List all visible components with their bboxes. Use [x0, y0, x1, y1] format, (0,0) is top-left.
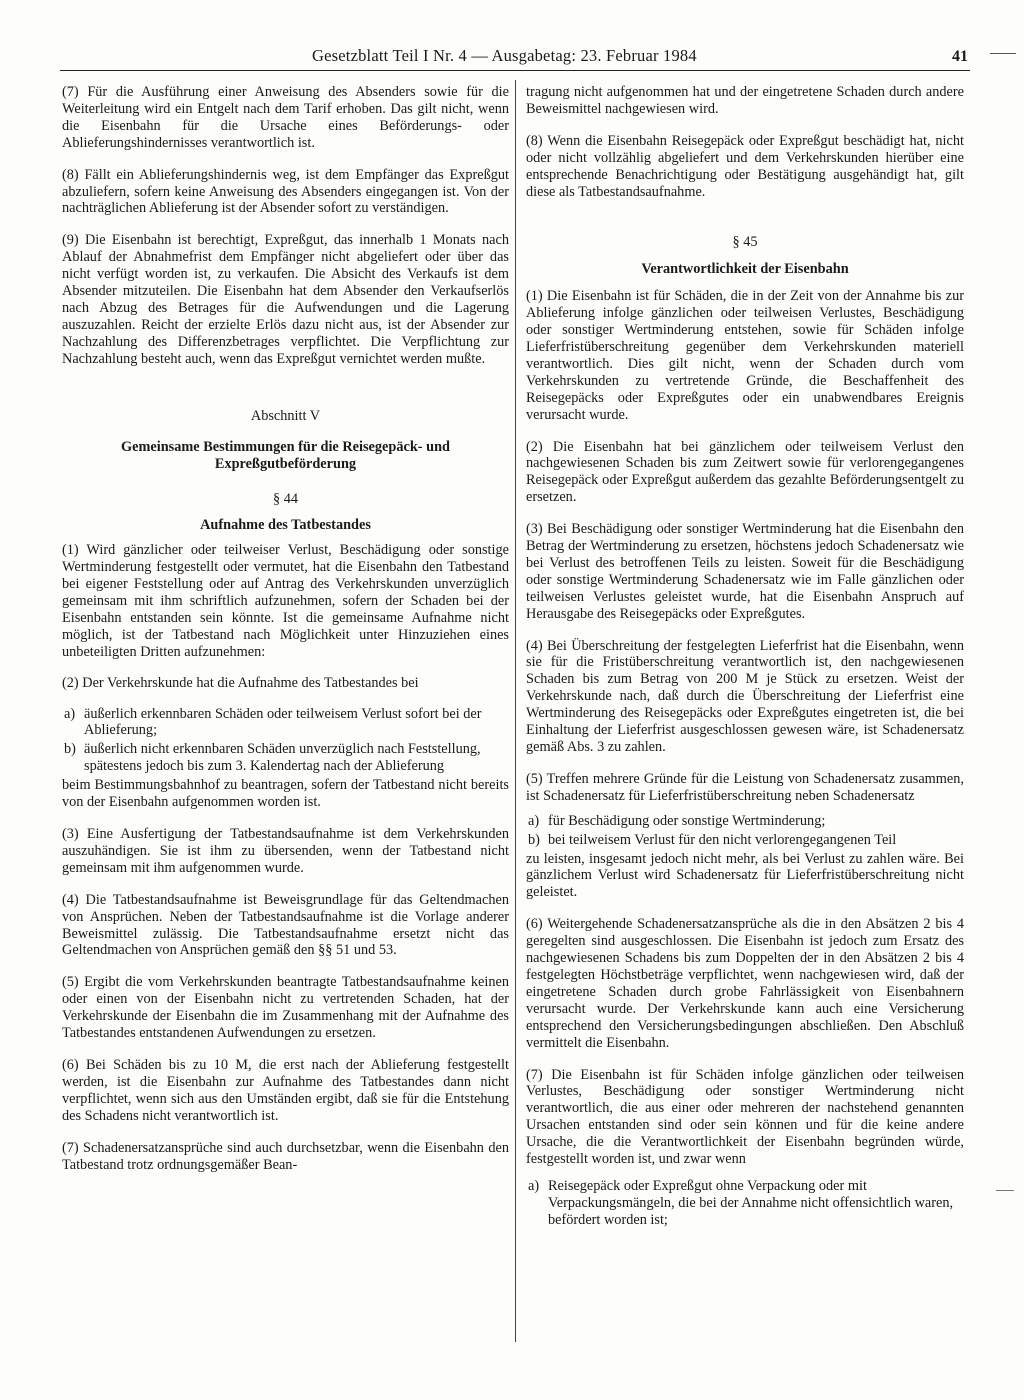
- paragraph: (4) Bei Überschreitung der festgelegten Lieferfrist hat die Eisenbahn, wenn sie für die Fristüberschreitung verantwortlich ist, den nachgewiesenen Schaden bis zum Betrag von 200 M je Stück zu ersetzen. Weist der Verkehrskunde nach, daß durch die Überschreitung der Lieferfrist eine Wertminderung des Reisegepäcks oder Expreßgutes eingetreten ist, die bei Einhaltung der Lieferfrist ausgeschlossen gewesen wäre, ist Schadenersatz gemäß Abs. 3 zu zahlen.: [526, 637, 964, 755]
- list-text: äußerlich erkennbaren Schäden oder teilweisem Verlust sofort bei der Ablieferung;: [84, 705, 482, 739]
- paragraph: (6) Weitergehende Schadenersatzansprüche als die in den Absätzen 2 bis 4 geregelten sind ausgeschlossen. Die Eisenbahn ist jedoch zum Ersatz des nachgewiesenen Schadens bis zum Doppelten der in den Absätzen 2 bis 4 festgelegten Höchstbeträge verpflichtet, wenn nachgewiesen wird, daß der eingetretene Schaden durch grobe Fahrlässigkeit von Eisenbahnern verursacht wurde. Der Verkehrskunde kann auch eine Versicherung entsprechend den Versicherungsbedingungen abschließen. Den Abschluß vermittelt die Eisenbahn.: [526, 916, 964, 1051]
- list-item: [526, 813, 964, 830]
- paragraph: (8) Fällt ein Ablieferungshindernis weg, ist dem Empfänger das Expreßgut abzuliefern, sofern keine Anweisung des Absenders eingegangen ist. Von der nachträglichen Ablieferung ist der Absender sofort zu verständigen.: [62, 166, 509, 217]
- list-label: a): [64, 705, 76, 722]
- paragraph-title: Verantwortlichkeit der Eisenbahn: [641, 261, 849, 278]
- list-label: a): [528, 812, 540, 829]
- paragraph: (7) Die Eisenbahn ist für Schäden infolge gänzlichen oder teilweisen Verlustes, Beschädigung oder sonstiger Wertminderung nicht verantwortlich, die aus einer oder mehreren der nachstehend genannten Ursachen entstanden sind oder sein können und für die keine andere Ursache, die die Verantwortlichkeit der Eisenbahn begründen würde, festgestellt worden ist, und zwar wenn: [526, 1066, 964, 1168]
- margin-mark: [990, 53, 1016, 54]
- list-text: Reisegepäck oder Expreßgut ohne Verpackung oder mit Verpackungsmängeln, die bei der Annahme nicht offensichtlich waren, befördert worden ist;: [548, 1177, 954, 1228]
- list-text: für Beschädigung oder sonstige Wertminderung;: [548, 812, 826, 829]
- column-divider: [515, 80, 516, 1342]
- right-column: [526, 84, 964, 1231]
- paragraph-number: § 44: [272, 490, 299, 507]
- paragraph: (7) Schadenersatzansprüche sind auch durchsetzbar, wenn die Eisenbahn den Tatbestand trotz ordnungsgemäßer Bean-: [62, 1139, 509, 1173]
- paragraph: (6) Bei Schäden bis zu 10 M, die erst nach der Ablieferung festgestellt werden, ist die Eisenbahn zur Aufnahme des Tatbestandes dann nicht verpflichtet, wenn sich aus den Umständen ergibt, daß sie für die Entstehung des Schadens nicht verantwortlich ist.: [62, 1056, 509, 1124]
- page-header: [60, 44, 970, 71]
- paragraph: (2) Der Verkehrskunde hat die Aufnahme des Tatbestandes bei: [62, 674, 419, 691]
- paragraph: (3) Eine Ausfertigung der Tatbestandsaufnahme ist dem Verkehrskunden auszuhändigen. Sie ist ihm zu übersenden, wenn der Tatbestand nicht gemeinsam mit ihm aufgenommen wurde.: [62, 826, 509, 876]
- paragraph: (3) Bei Beschädigung oder sonstiger Wertminderung hat die Eisenbahn den Betrag der Wertminderung zu ersetzen, höchstens jedoch Schadenersatz wie bei Verlust des betroffenen Teils zu leisten. Soweit für die Beschädigung oder sonstige Wertminderung Schadenersatz wie im Falle gänzlichen oder teilweisen Verlustes geleistet wurde, hat die Eisenbahn Anspruch auf Herausgabe des Reisegepäcks oder Expreßgutes.: [526, 521, 964, 622]
- section-label: Abschnitt V: [250, 407, 321, 424]
- list-text: bei teilweisem Verlust für den nicht verlorengegangenen Teil: [548, 831, 897, 848]
- list-text: äußerlich nicht erkennbaren Schäden unverzüglich nach Feststellung, spätestens jedoch bis zum 3. Kalendertag nach der Ablieferung: [84, 741, 481, 775]
- page-number: 41: [952, 48, 968, 65]
- list-label: a): [528, 1177, 540, 1194]
- paragraph: (2) Die Eisenbahn hat bei gänzlichem oder teilweisem Verlust den nachgewiesenen Schaden bis zum Zeitwert sowie für verlorengegangenes Reisegepäck oder Expreßgut außerdem das gezahlte Beförderungsentgelt zu ersetzen.: [526, 438, 964, 506]
- paragraph: (5) Treffen mehrere Gründe für die Leistung von Schadenersatz zusammen, ist Schadenersatz für Lieferfristüberschreitung neben Schadenersatz: [526, 770, 964, 804]
- paragraph: (8) Wenn die Eisenbahn Reisegepäck oder Expreßgut beschädigt hat, nicht oder nicht vollzählig abgeliefert und dem Verkehrskunden hierüber eine entsprechende Benachrichtigung oder Bestätigung ausgehändigt hat, gilt diese als Tatbestandsaufnahme.: [526, 132, 964, 200]
- list-item: [526, 1178, 964, 1229]
- gazette-title: Gesetzblatt Teil I Nr. 4 — Ausgabetag: 23. Februar 1984: [312, 46, 697, 65]
- list: [526, 813, 964, 849]
- paragraph: (7) Für die Ausführung einer Anweisung des Absenders sowie für die Weiterleitung wird ein Entgelt nach dem Tarif erhoben. Das gilt nicht, wenn die Eisenbahn für die Ursache eines Beförderungs- oder Ablieferungshindernisses verantwortlich ist.: [62, 84, 509, 151]
- paragraph: (1) Die Eisenbahn ist für Schäden, die in der Zeit von der Annahme bis zur Ablieferung infolge gänzlichen oder teilweisen Verlustes, Beschädigung oder sonstiger Wertminderung entstehen, sowie für Schäden infolge Lieferfristüberschreitung gegenüber dem Verkehrskunden materiell verantwortlich. Dies gilt nicht, wenn der Schaden durch vom Verkehrskunden zu vertretende Gründe, die Beschaffenheit des Reisegepäcks oder Expreßgutes oder ein unabwendbares Ereignis verursacht wurde.: [526, 288, 964, 423]
- list: [62, 706, 509, 776]
- list-item: [526, 832, 964, 849]
- paragraph: (5) Ergibt die vom Verkehrskunden beantragte Tatbestandsaufnahme keinen oder einen von der Eisenbahn nicht zu vertretenden Schaden, hat der Verkehrskunde der Eisenbahn die im Zusammenhang mit der Aufnahme des Tatbestandes entstandenen Aufwendungen zu ersetzen.: [62, 974, 509, 1042]
- list-item: [62, 741, 509, 775]
- paragraph: tragung nicht aufgenommen hat und der eingetretene Schaden durch andere Beweismittel nachgewiesen wird.: [526, 84, 964, 117]
- paragraph: (9) Die Eisenbahn ist berechtigt, Expreßgut, das innerhalb 1 Monats nach Ablauf der Abnahmefrist dem Empfänger nicht abgeliefert oder über das nicht verfügt worden ist, zu verkaufen. Die Absicht des Verkaufs ist dem Absender mitzuteilen. Die Eisenbahn hat dem Absender den Verkaufserlös nach Abzug des Betrages für die Aufwendungen und die Lagerung auszuzahlen. Reicht der erzielte Erlös dazu nicht aus, ist der Absender zur Nachzahlung des Differenzbetrages verpflichtet. Die Verpflichtung zur Nachzahlung besteht auch, wenn das Expreßgut vernichtet werden mußte.: [62, 232, 509, 367]
- list: [526, 1178, 964, 1229]
- list-label: b): [64, 741, 76, 758]
- paragraph: (4) Die Tatbestandsaufnahme ist Beweisgrundlage für das Geltendmachen von Ansprüchen. Neben der Tatbestandsaufnahme ist die Vorlage anderer Beweismittel zulässig. Die Tatbestandsaufnahme ersetzt nicht das Geltendmachen von Ansprüchen gemäß den §§ 51 und 53.: [62, 891, 509, 959]
- list-item: [62, 706, 509, 740]
- margin-mark: [996, 1190, 1014, 1191]
- paragraph: zu leisten, insgesamt jedoch nicht mehr, als bei Verlust zu zahlen wäre. Bei gänzlichem Verlust wird Schadenersatz für Lieferfristüberschreitung nicht geleistet.: [526, 850, 964, 901]
- left-column: [62, 84, 509, 1188]
- paragraph-title: Aufnahme des Tatbestandes: [200, 517, 371, 534]
- paragraph: (1) Wird gänzlicher oder teilweiser Verlust, Beschädigung oder sonstige Wertminderung festgestellt oder vermutet, hat die Eisenbahn den Tatbestand bei eigener Feststellung oder auf Antrag des Verkehrskunden unverzüglich gemeinsam mit ihm schriftlich aufzunehmen, sofern der Schaden bei der Eisenbahn entstanden sein könnte. Ist die gemeinsame Aufnahme nicht möglich, ist der Tatbestand nach Möglichkeit unter Hinzuziehen eines unbeteiligten Dritten aufzunehmen:: [62, 542, 509, 660]
- paragraph-number: § 45: [732, 234, 758, 251]
- section-title: Gemeinsame Bestimmungen für die Reisegepäck- und Expreßgutbeförderung: [121, 438, 450, 472]
- paragraph: beim Bestimmungsbahnhof zu beantragen, sofern der Tatbestand nicht bereits von der Eisenbahn aufgenommen worden ist.: [62, 777, 509, 811]
- list-label: b): [528, 831, 540, 848]
